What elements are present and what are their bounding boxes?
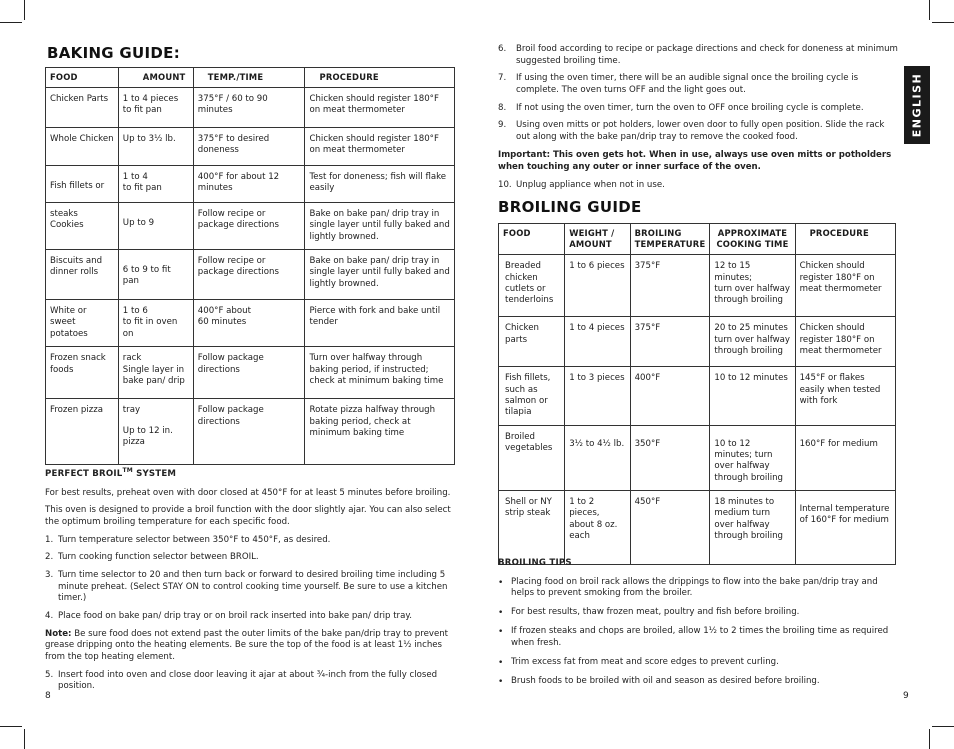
cell-text: Bake on bake pan/ drip tray in single layer until fully baked and lightly browned. — [309, 209, 450, 242]
table-cell-amount — [118, 203, 193, 250]
cell-text: 400°F — [634, 373, 661, 384]
cell-text: 20 to 25 minutes turn over halfway through broiling — [714, 323, 791, 356]
cell-text — [50, 172, 114, 181]
numbered-step — [498, 120, 898, 143]
table-row — [46, 399, 455, 465]
cell-text: Internal temperature of 160°F for medium — [799, 503, 890, 526]
cell-text: 350°F — [634, 438, 661, 449]
table-row — [46, 300, 455, 347]
table-cell-temp — [193, 88, 305, 128]
step-text: Using oven mitts or pot holders, lower oven door to fully open position. Slide the rack out along with the bake pan/drip tray to remove the cooked food. — [516, 120, 885, 143]
cell-text: to fit pan — [122, 183, 162, 194]
tip-text: Trim excess fat from meat and score edges to prevent curling. — [511, 656, 779, 667]
numbered-step — [45, 611, 457, 623]
table-cell-amount — [118, 399, 193, 465]
numbered-step — [45, 552, 457, 564]
step-text: Turn temperature selector between 350°F to 450°F, as desired. — [58, 534, 331, 545]
cell-text: Chicken should register 180°F on meat thermometer — [309, 94, 439, 116]
cell-text: 375°F to desired doneness — [197, 134, 270, 156]
table-cell-food — [46, 128, 119, 166]
table-cell-procedure — [795, 317, 895, 367]
column-header: APPROXIMATE COOKING TIME — [710, 224, 795, 255]
cell-text — [123, 417, 189, 426]
cell-text: Fish fillets or — [50, 181, 105, 192]
cell-text: 1 to 3 pieces — [569, 373, 625, 384]
perfect-broil-heading-tail: SYSTEM — [132, 468, 177, 479]
table-cell-temp — [630, 490, 710, 564]
step-number: 3. — [45, 569, 54, 580]
table-row — [46, 88, 455, 128]
table-cell-temp — [630, 317, 710, 367]
column-header: FOOD — [46, 68, 119, 88]
baking-guide-title: BAKING GUIDE: — [47, 44, 181, 62]
column-header: BROILING TEMPERATURE — [630, 224, 710, 255]
table-cell-food — [499, 255, 565, 317]
table-cell-procedure — [795, 367, 895, 425]
page-number: 9 — [903, 691, 909, 701]
table-cell-food — [46, 203, 119, 250]
cell-text: turn over halfway through broiling — [714, 283, 791, 306]
step-number: 8. — [498, 102, 507, 113]
paragraph: For best results, preheat oven with door closed at 450°F for at least 5 minutes before broiling. — [45, 487, 451, 498]
bullet-icon: • — [498, 577, 504, 588]
cell-text: Biscuits and dinner rolls — [50, 256, 103, 278]
tip-item — [498, 657, 898, 669]
table-cell-procedure — [795, 490, 895, 564]
step-text: Turn cooking function selector between BROIL. — [58, 552, 259, 563]
note-text: Be sure food does not extend past the outer limits of the bake pan/drip tray to prevent grease dripping onto the heating elements. Be sure the top of the food is at least 1½ inches from the top heating element. — [45, 628, 449, 663]
perfect-broil-heading-text: PERFECT BROIL — [45, 468, 123, 479]
table-row — [46, 203, 455, 250]
table-cell-procedure — [305, 88, 455, 128]
column-header: TEMP./TIME — [193, 68, 305, 88]
cell-text — [123, 209, 189, 218]
cell-text: Up to 12 in. pizza — [122, 425, 173, 447]
table-cell-food — [46, 347, 119, 399]
table-cell-weight — [565, 490, 630, 564]
table-cell-amount — [118, 250, 193, 300]
table-cell-procedure — [305, 399, 455, 465]
cell-text: 18 minutes to medium turn over halfway through broiling — [714, 496, 783, 541]
cell-text: Chicken should register 180°F on meat thermometer — [799, 261, 882, 294]
cell-text: Pierce with fork and bake until tender — [309, 306, 441, 328]
cell-text: Frozen pizza — [50, 405, 104, 416]
table-cell-amount — [118, 166, 193, 203]
cell-text: 400°F about — [197, 306, 251, 317]
broil-steps-continued — [498, 44, 898, 198]
cell-text: Single layer in bake pan/ drip — [122, 364, 185, 386]
table-cell-procedure — [305, 128, 455, 166]
step-text: Place food on bake pan/ drip tray or on broil rack inserted into bake pan/ drip tray. — [58, 611, 412, 622]
cell-text: 1 to 6 pieces — [569, 261, 625, 272]
broiling-tips-heading: BROILING TIPS — [498, 558, 572, 568]
tip-item — [498, 577, 898, 600]
column-header: AMOUNT — [118, 68, 193, 88]
cell-text: Up to 9 — [122, 218, 155, 229]
tip-item — [498, 626, 898, 649]
cell-text: White or sweet potatoes — [50, 306, 88, 339]
table-cell-temp — [193, 399, 305, 465]
cell-text: tray — [122, 405, 141, 416]
cell-text: 450°F — [634, 496, 661, 507]
table-cell-temp — [193, 166, 305, 203]
cell-text: 3½ to 4½ lb. — [569, 438, 625, 449]
table-cell-weight — [565, 367, 630, 425]
step-text: If not using the oven timer, turn the oven to OFF once broiling cycle is complete. — [516, 102, 864, 113]
table-cell-procedure — [305, 166, 455, 203]
cell-text: Rotate pizza halfway through baking period, check at minimum baking time — [309, 405, 436, 438]
table-cell-time — [710, 255, 795, 317]
table-cell-weight — [565, 425, 630, 490]
note-paragraph — [45, 629, 457, 664]
cell-text — [800, 497, 891, 504]
step-number: 7. — [498, 73, 507, 84]
cell-text: Up to 3½ lb. — [122, 134, 176, 145]
step-10 — [498, 180, 898, 192]
cell-text: 1 to 6 — [122, 306, 148, 317]
step-number: 9. — [498, 120, 507, 131]
perfect-broil-heading — [45, 467, 457, 481]
step-number: 1. — [45, 534, 54, 545]
broil-instructions — [45, 467, 457, 699]
trademark-mark: TM — [122, 467, 133, 474]
table-row — [499, 367, 896, 425]
step-text: Insert food into oven and close door leaving it ajar at about ¾-inch from the fully closed position. — [58, 669, 438, 692]
table-cell-temp — [193, 300, 305, 347]
cell-text: 10 to 12 minutes; turn over halfway through broiling — [714, 438, 783, 483]
table-cell-temp — [193, 128, 305, 166]
cell-text: Chicken Parts — [50, 94, 109, 105]
table-cell-temp — [193, 347, 305, 399]
table-cell-amount — [118, 88, 193, 128]
cell-text: rack — [122, 353, 142, 364]
cell-text: 12 to 15 minutes; — [714, 261, 753, 283]
tip-text: Placing food on broil rack allows the drippings to flow into the bake pan/drip tray and helps to prevent smoking from the broiler. — [511, 576, 878, 599]
cell-text — [714, 432, 790, 439]
table-cell-food — [499, 317, 565, 367]
step-number: 10. — [498, 180, 512, 191]
cell-text: Chicken parts — [505, 323, 539, 345]
important-warning: Important: This oven gets hot. When in use, always use oven mitts or potholders when touching any outer or inner surface of the oven. — [498, 149, 892, 172]
cell-text: 6 to 9 to fit pan — [122, 265, 171, 287]
table-row — [46, 347, 455, 399]
table-cell-food — [499, 425, 565, 490]
cell-text: Whole Chicken — [50, 134, 114, 145]
table-cell-food — [46, 88, 119, 128]
broiling-tips — [498, 558, 898, 695]
table-cell-time — [710, 490, 795, 564]
cell-text: 10 to 12 minutes — [714, 373, 788, 384]
step-text: If using the oven timer, there will be an audible signal once the broiling cycle is complete. The oven turns OFF and the light goes out. — [516, 73, 859, 96]
cell-text: Follow package directions — [197, 405, 264, 427]
cell-text: 145°F or flakes easily when tested with fork — [799, 373, 881, 406]
table-cell-temp — [630, 255, 710, 317]
table-cell-weight — [565, 317, 630, 367]
table-cell-food — [499, 490, 565, 564]
cell-text: Fish fillets, such as salmon or tilapia — [505, 373, 551, 418]
table-cell-procedure — [795, 255, 895, 317]
step-number: 5. — [45, 669, 54, 680]
numbered-step — [498, 44, 898, 67]
cell-text: 1 to 2 pieces, about 8 oz. each — [569, 496, 618, 541]
cell-text: 400°F for about 12 minutes — [197, 172, 280, 194]
cell-text: 375°F — [634, 261, 661, 272]
column-header: PROCEDURE — [795, 224, 895, 255]
step-text: Broil food according to recipe or package directions and check for doneness at minimum suggested broiling time. — [516, 44, 898, 66]
table-cell-temp — [630, 367, 710, 425]
cell-text: Cookies — [50, 220, 84, 231]
table-row — [46, 166, 455, 203]
cell-text: to fit in oven on — [122, 317, 178, 339]
bullet-icon: • — [498, 657, 504, 668]
column-header: PROCEDURE — [305, 68, 455, 88]
table-cell-time — [710, 425, 795, 490]
cell-text: 375°F — [634, 323, 661, 334]
tip-text: Brush foods to be broiled with oil and season as desired before broiling. — [511, 675, 820, 686]
tip-text: If frozen steaks and chops are broiled, allow 1½ to 2 times the broiling time as required when fresh. — [511, 626, 889, 648]
table-cell-procedure — [305, 347, 455, 399]
cell-text — [635, 432, 706, 439]
cell-text: Follow package directions — [197, 353, 264, 375]
table-cell-food — [46, 250, 119, 300]
step-text: Unplug appliance when not in use. — [516, 180, 665, 191]
table-cell-amount — [118, 300, 193, 347]
table-row — [499, 490, 896, 564]
table-cell-procedure — [305, 203, 455, 250]
cell-text: Test for doneness; fish will flake easily — [309, 172, 447, 194]
table-cell-procedure — [305, 250, 455, 300]
note-label: Note: — [45, 628, 72, 639]
bullet-icon: • — [498, 676, 504, 687]
cell-text — [800, 432, 891, 439]
tip-text: For best results, thaw frozen meat, poultry and fish before broiling. — [511, 607, 800, 618]
cell-text: Follow recipe or package directions — [197, 209, 279, 231]
numbered-step — [45, 570, 457, 605]
page-right — [477, 0, 954, 749]
table-cell-weight — [565, 255, 630, 317]
table-row — [46, 128, 455, 166]
cell-text: Turn over halfway through baking period, if instructed; check at minimum baking time — [309, 353, 444, 386]
column-header: WEIGHT / AMOUNT — [565, 224, 630, 255]
cell-text: steaks — [50, 209, 78, 220]
cell-text: Broiled vegetables — [505, 431, 553, 453]
table-row — [46, 250, 455, 300]
numbered-step — [498, 103, 898, 115]
cell-text: Follow recipe or package directions — [197, 256, 279, 278]
table-cell-time — [710, 367, 795, 425]
cell-text: Frozen snack foods — [50, 353, 106, 375]
table-cell-food — [499, 367, 565, 425]
cell-text — [569, 432, 625, 439]
language-tab-label: ENGLISH — [910, 72, 924, 138]
numbered-step — [45, 535, 457, 547]
table-row — [499, 317, 896, 367]
cell-text: 1 to 4 — [122, 172, 148, 183]
broiling-guide-table — [498, 223, 896, 565]
step-text: Turn time selector to 20 and then turn back or forward to desired broiling time including 5 minute preheat. (Select STAY ON to control cooking time yourself. Be sure to use a kitchen timer.) — [58, 569, 448, 604]
cell-text — [123, 256, 189, 265]
table-cell-food — [46, 300, 119, 347]
cell-text: Chicken should register 180°F on meat thermometer — [799, 323, 882, 356]
cell-text: Shell or NY strip steak — [505, 496, 552, 519]
tip-item — [498, 607, 898, 619]
cell-text: 1 to 4 pieces to fit pan — [122, 94, 179, 116]
paragraph: This oven is designed to provide a broil function with the door slightly ajar. You can also select the optimum broiling temperature for each specific food. — [45, 505, 451, 527]
step-number: 2. — [45, 552, 54, 563]
numbered-step — [45, 670, 457, 693]
table-cell-temp — [193, 203, 305, 250]
table-cell-food — [46, 166, 119, 203]
bullet-icon: • — [498, 608, 504, 619]
cell-text: Chicken should register 180°F on meat thermometer — [309, 134, 439, 156]
cell-text: 160°F for medium — [799, 438, 878, 449]
cell-text: 375°F / 60 to 90 minutes — [197, 94, 268, 116]
table-cell-amount — [118, 128, 193, 166]
table-cell-time — [710, 317, 795, 367]
page-number: 8 — [45, 691, 51, 701]
baking-guide-table — [45, 67, 455, 465]
step-number: 6. — [498, 44, 507, 54]
cell-text: 1 to 4 pieces — [569, 323, 625, 334]
broiling-guide-title: BROILING GUIDE — [498, 198, 642, 216]
cell-text: Breaded chicken cutlets or tenderloins — [505, 261, 554, 306]
cell-text: 60 minutes — [197, 317, 247, 328]
table-cell-temp — [193, 250, 305, 300]
table-cell-procedure — [305, 300, 455, 347]
numbered-step — [498, 73, 898, 96]
table-row — [499, 425, 896, 490]
table-cell-procedure — [795, 425, 895, 490]
bullet-icon: • — [498, 627, 504, 638]
step-number: 4. — [45, 611, 54, 622]
cell-text: Bake on bake pan/ drip tray in single layer until fully baked and lightly browned. — [309, 256, 450, 289]
table-cell-amount — [118, 347, 193, 399]
tip-item — [498, 676, 898, 688]
table-cell-temp — [630, 425, 710, 490]
table-cell-food — [46, 399, 119, 465]
table-row — [499, 255, 896, 317]
column-header: FOOD — [499, 224, 565, 255]
